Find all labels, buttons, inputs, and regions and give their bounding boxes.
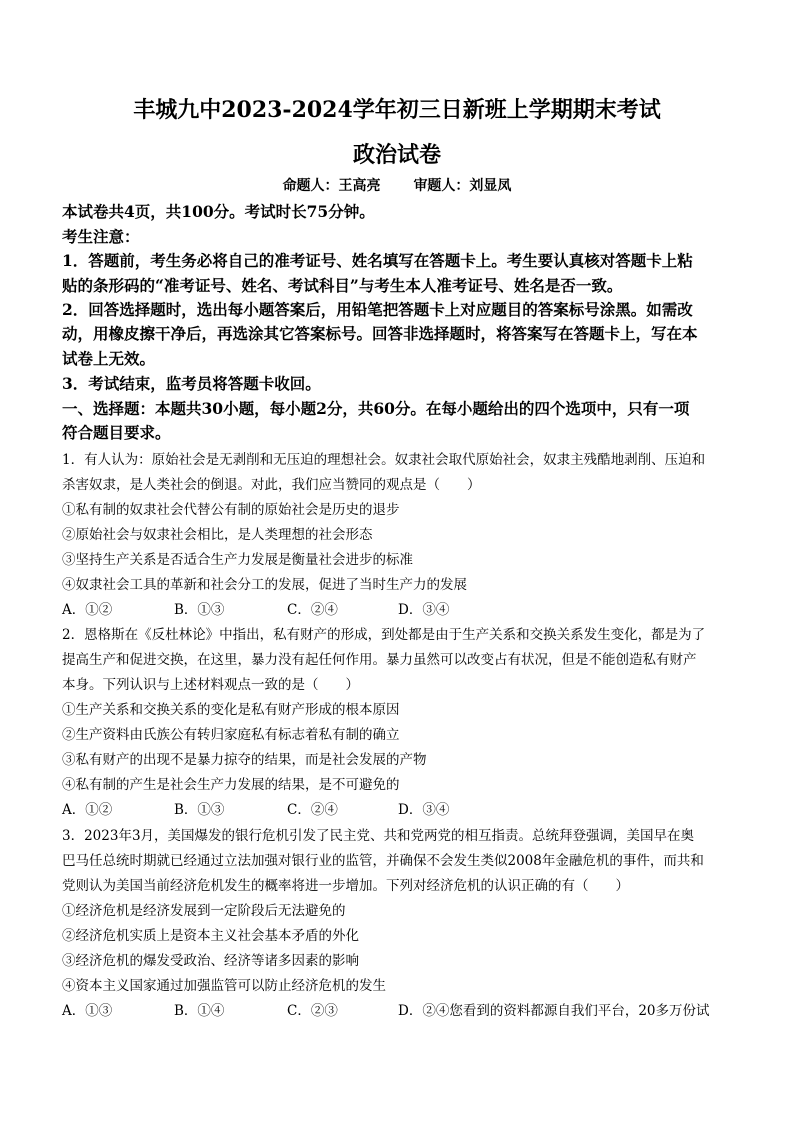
question-1-stem: 杀害奴隶，是人类社会的倒退。对此，我们应当赞同的观点是（ ） — [62, 477, 481, 493]
author: 命题人：王高亮 — [282, 178, 381, 194]
section-heading: 符合题目要求。 — [62, 423, 171, 442]
option-c: C．②③ — [287, 1003, 338, 1019]
question-2-stem: 提高生产和促进交换，在这里，暴力没有起任何作用。暴力虽然可以改变占有状况，但是不能创造私有财产 — [62, 652, 697, 668]
exam-subtitle: 政治试卷 — [352, 142, 441, 168]
question-3-stem: 巴马任总统时期就已经通过立法加强对银行业的监管，并确保不会发生类似2008年金融危机的事件，而共和 — [62, 853, 704, 869]
notice-line: 贴的条形码的“准考证号、姓名、考试科目”与考生本人准考证号、姓名是否一致。 — [62, 276, 623, 295]
question-2-item: ④私有制的产生是社会生产力发展的结果，是不可避免的 — [62, 777, 400, 793]
question-3-stem: 3．2023年3月，美国爆发的银行危机引发了民主党、共和党两党的相互指责。总统拜登强调，美国早在奥 — [62, 828, 695, 844]
option-b: B．①③ — [174, 602, 225, 618]
exam-title: 丰城九中2023-2024学年初三日新班上学期期末考试 — [133, 97, 661, 123]
notice-line: 试卷上无效。 — [62, 349, 156, 368]
question-3-item: ③经济危机的爆发受政治、经济等诸多因素的影响 — [62, 953, 359, 969]
intro-text: 本试卷共4页，共100分。考试时长75分钟。 — [62, 202, 375, 221]
notice-line: 3．考试结束，监考员将答题卡收回。 — [62, 374, 321, 393]
question-1-item: ④奴隶社会工具的革新和社会分工的发展，促进了当时生产力的发展 — [62, 577, 467, 593]
option-b: B．①③ — [174, 802, 225, 818]
option-b: B．①④ — [174, 1003, 225, 1019]
question-1-item: ③坚持生产关系是否适合生产力发展是衡量社会进步的标准 — [62, 552, 413, 568]
question-1-stem: 1．有人认为：原始社会是无剥削和无压迫的理想社会。奴隶社会取代原始社会，奴隶主残酷地剥削、压迫和 — [62, 452, 706, 468]
question-2-stem: 2．恩格斯在《反杜林论》中指出，私有财产的形成，到处都是由于生产关系和交换关系发生变化，都是为了 — [62, 627, 706, 643]
question-3-stem: 党则认为美国当前经济危机发生的概率将进一步增加。下列对经济危机的认识正确的有（ ） — [62, 878, 629, 894]
question-3-item: ②经济危机实质上是资本主义社会基本矛盾的外化 — [62, 928, 359, 944]
option-a: A．①② — [62, 602, 113, 618]
notice-line: 动，用橡皮擦干净后，再选涂其它答案标号。回答非选择题时，将答案写在答题卡上，写在本 — [62, 324, 698, 343]
question-3-item: ④资本主义国家通过加强监管可以防止经济危机的发生 — [62, 978, 386, 994]
question-1-item: ②原始社会与奴隶社会相比，是人类理想的社会形态 — [62, 527, 373, 543]
notice-title: 考生注意： — [62, 227, 140, 246]
option-a: A．①② — [62, 802, 113, 818]
question-3-item: ①经济危机是经济发展到一定阶段后无法避免的 — [62, 903, 346, 919]
option-c: C．②④ — [287, 602, 338, 618]
section-heading: 一、选择题：本题共30小题，每小题2分，共60分。在每小题给出的四个选项中，只有一项 — [62, 399, 690, 418]
option-c: C．②④ — [287, 802, 338, 818]
option-d: D．②④您看到的资料都源自我们平台，20多万份试 — [398, 1003, 710, 1019]
notice-line: 1．答题前，考生务必将自己的准考证号、姓名填写在答题卡上。考生要认真核对答题卡上粘 — [62, 251, 693, 270]
option-a: A．①③ — [62, 1003, 113, 1019]
question-2-stem: 本身。下列认识与上述材料观点一致的是（ ） — [62, 677, 359, 693]
option-d: D．③④ — [398, 802, 450, 818]
question-2-item: ②生产资料由氏族公有转归家庭私有标志着私有制的确立 — [62, 727, 400, 743]
question-2-item: ①生产关系和交换关系的变化是私有财产形成的根本原因 — [62, 702, 400, 718]
question-2-item: ③私有财产的出现不是暴力掠夺的结果，而是社会发展的产物 — [62, 752, 427, 768]
question-1-item: ①私有制的奴隶社会代替公有制的原始社会是历史的退步 — [62, 502, 400, 518]
notice-line: 2．回答选择题时，选出每小题答案后，用铅笔把答题卡上对应题目的答案标号涂黑。如需改 — [62, 300, 693, 319]
authors-line — [0, 175, 794, 195]
reviewer: 审题人：刘显凤 — [413, 178, 512, 194]
option-d: D．③④ — [398, 602, 450, 618]
